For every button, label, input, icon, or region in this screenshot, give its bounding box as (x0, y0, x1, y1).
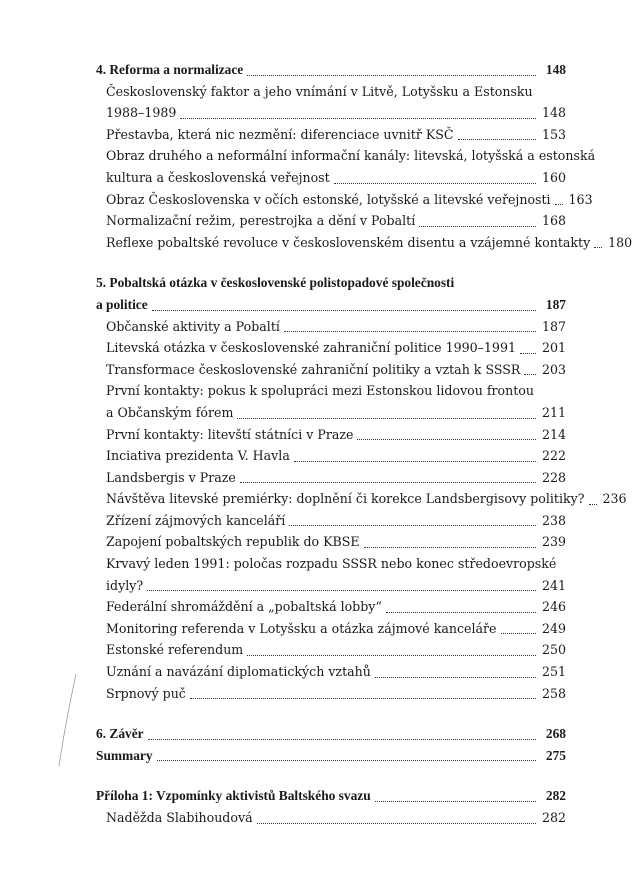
page-number: 238 (541, 512, 566, 528)
toc-chapter-entry[interactable] (96, 785, 566, 807)
toc-entry[interactable] (96, 81, 566, 103)
entry-title: Uznání a navázání diplomatických vztahů (106, 664, 371, 680)
page-number: 250 (541, 642, 566, 658)
toc-chapter-entry[interactable] (96, 723, 566, 745)
dot-leader (357, 438, 536, 440)
dot-leader (294, 460, 536, 462)
entry-title: idyly? (106, 577, 144, 593)
page-number: 239 (541, 534, 566, 550)
dot-leader (386, 611, 536, 613)
entry-title: Československý faktor a jeho vnímání v Litvě, Lotyšsku a Estonsku (106, 83, 533, 99)
dot-leader (152, 309, 536, 311)
toc-entry[interactable] (96, 402, 566, 424)
toc-entry[interactable] (96, 232, 632, 254)
entry-title: Návštěva litevské premiérky: doplnění či korekce Landsbergisovy politiky? (106, 491, 585, 507)
entry-title: Příloha 1: Vzpomínky aktivistů Baltského svazu (96, 788, 371, 804)
entry-title: Reflexe pobaltské revoluce v československém disentu a vzájemné kontakty (106, 234, 591, 250)
page-number: 211 (541, 404, 566, 420)
page-number: 168 (541, 213, 566, 229)
entry-title: Litevská otázka v československé zahraniční politice 1990–1991 (106, 340, 516, 356)
page-number: 201 (541, 340, 566, 356)
page-number: 236 (602, 491, 627, 507)
entry-title: Obraz druhého a neformální informační kanály: litevská, lotyšská a estonská (106, 148, 596, 164)
toc-entry[interactable] (96, 618, 566, 640)
dot-leader (589, 503, 597, 505)
entry-title: Monitoring referenda v Lotyšsku a otázka zájmové kanceláře (106, 620, 497, 636)
entry-title: První kontakty: litevští státníci v Praze (106, 426, 354, 442)
dot-leader (147, 589, 536, 591)
entry-title: Srpnový puč (106, 685, 186, 701)
pencil-mark (56, 672, 80, 768)
dot-leader (524, 373, 536, 375)
entry-title: Zřízení zájmových kanceláří (106, 512, 286, 528)
toc-entry[interactable] (96, 102, 566, 124)
dot-leader (257, 822, 536, 824)
entry-title: Zapojení pobaltských republik do KBSE (106, 534, 360, 550)
dot-leader (375, 676, 536, 678)
page-number: 214 (541, 426, 566, 442)
dot-leader (375, 800, 536, 802)
page-number: 222 (541, 448, 566, 464)
dot-leader (180, 117, 536, 119)
dot-leader (237, 417, 536, 419)
page-number: 258 (541, 685, 566, 701)
dot-leader (501, 632, 537, 634)
toc-entry[interactable] (96, 553, 566, 575)
toc-entry[interactable] (96, 467, 566, 489)
entry-title: První kontakty: pokus k spolupráci mezi Estonskou lidovou frontou (106, 383, 535, 399)
dot-leader (247, 74, 536, 76)
entry-title: Normalizační režim, perestrojka a dění v Pobaltí (106, 213, 416, 229)
toc-chapter-entry[interactable] (96, 272, 566, 294)
entry-title: a Občanským fórem (106, 404, 234, 420)
dot-leader (520, 352, 536, 354)
toc-entry[interactable] (96, 639, 566, 661)
toc-section (96, 272, 627, 704)
entry-title: Landsbergis v Praze (106, 469, 236, 485)
toc-entry[interactable] (96, 380, 566, 402)
toc-entry[interactable] (96, 424, 566, 446)
entry-title: Krvavý leden 1991: poločas rozpadu SSSR nebo konec středoevropské (106, 556, 557, 572)
toc-entry[interactable] (96, 683, 566, 705)
toc-entry[interactable] (96, 661, 566, 683)
entry-title: 6. Závěr (96, 726, 144, 742)
toc-entry[interactable] (96, 596, 566, 618)
page-number: 148 (545, 62, 566, 77)
entry-title: Transformace československé zahraniční politiky a vztah k SSSR (106, 361, 521, 377)
entry-title: Naděžda Slabihoudová (106, 810, 253, 825)
toc-entry[interactable] (96, 807, 566, 829)
page-number: 160 (541, 169, 566, 185)
toc-chapter-entry[interactable] (96, 294, 566, 316)
page-number: 153 (541, 126, 566, 142)
page-number: 163 (568, 191, 593, 207)
toc-section (96, 59, 632, 253)
entry-title: Federální shromáždění a „pobaltská lobby“ (106, 599, 382, 615)
toc-entry[interactable] (96, 124, 566, 146)
toc-entry[interactable] (96, 316, 566, 338)
dot-leader (240, 481, 536, 483)
page-number: 187 (541, 318, 566, 334)
entry-title: Inciativa prezidenta V. Havla (106, 448, 290, 464)
toc-entry[interactable] (96, 337, 566, 359)
toc-chapter-entry[interactable] (96, 745, 566, 767)
entry-title: Obraz Československa v očích estonské, lotyšské a litevské veřejnosti (106, 191, 551, 207)
page-number: 241 (541, 577, 566, 593)
page-number: 148 (541, 105, 566, 121)
entry-title: 1988–1989 (106, 105, 177, 121)
entry-title: a politice (96, 296, 148, 312)
page-number: 268 (545, 726, 566, 742)
page-number: 246 (541, 599, 566, 615)
toc-chapter-entry[interactable] (96, 59, 566, 81)
section-gap (96, 766, 566, 785)
page-number: 275 (545, 747, 566, 763)
entry-title: kultura a československá veřejnost (106, 169, 330, 185)
dot-leader (419, 225, 536, 227)
page-number: 203 (541, 361, 566, 377)
page-number: 187 (545, 296, 566, 312)
dot-leader (289, 524, 536, 526)
toc-entry[interactable] (96, 210, 566, 232)
toc-entry[interactable] (96, 510, 566, 532)
toc-entry[interactable] (96, 445, 566, 467)
toc-entry[interactable] (96, 575, 566, 597)
toc-entry[interactable] (96, 359, 566, 381)
page-number: 228 (541, 469, 566, 485)
entry-title: Estonské referendum (106, 642, 244, 658)
dot-leader (555, 203, 563, 205)
dot-leader (284, 330, 536, 332)
dot-leader (157, 759, 536, 761)
dot-leader (247, 654, 536, 656)
dot-leader (190, 697, 536, 699)
entry-title: 4. Reforma a normalizace (96, 62, 244, 77)
entry-title: Občanské aktivity a Pobaltí (106, 318, 280, 334)
toc-entry[interactable] (96, 189, 593, 211)
page-number: 249 (541, 620, 566, 636)
section-gap (96, 253, 566, 272)
section-gap (96, 704, 566, 723)
dot-leader (364, 546, 536, 548)
toc-entry[interactable] (96, 167, 566, 189)
toc-entry[interactable] (96, 531, 566, 553)
dot-leader (334, 182, 536, 184)
page-number: 282 (541, 810, 566, 825)
entry-title: Přestavba, která nic nezmění: diferenciace uvnitř KSČ (106, 126, 454, 142)
entry-title: Summary (96, 747, 153, 763)
dot-leader (148, 738, 536, 740)
toc-entry[interactable] (96, 488, 627, 510)
entry-title: 5. Pobaltská otázka v československé polistopadové společnosti (96, 275, 455, 291)
table-of-contents (96, 59, 632, 829)
page-number: 282 (545, 788, 566, 804)
dot-leader (594, 246, 602, 248)
toc-section (96, 785, 566, 828)
page-number: 251 (541, 664, 566, 680)
toc-entry[interactable] (96, 145, 596, 167)
dot-leader (458, 138, 536, 140)
page-number: 180 (608, 234, 632, 250)
toc-section (96, 723, 566, 766)
